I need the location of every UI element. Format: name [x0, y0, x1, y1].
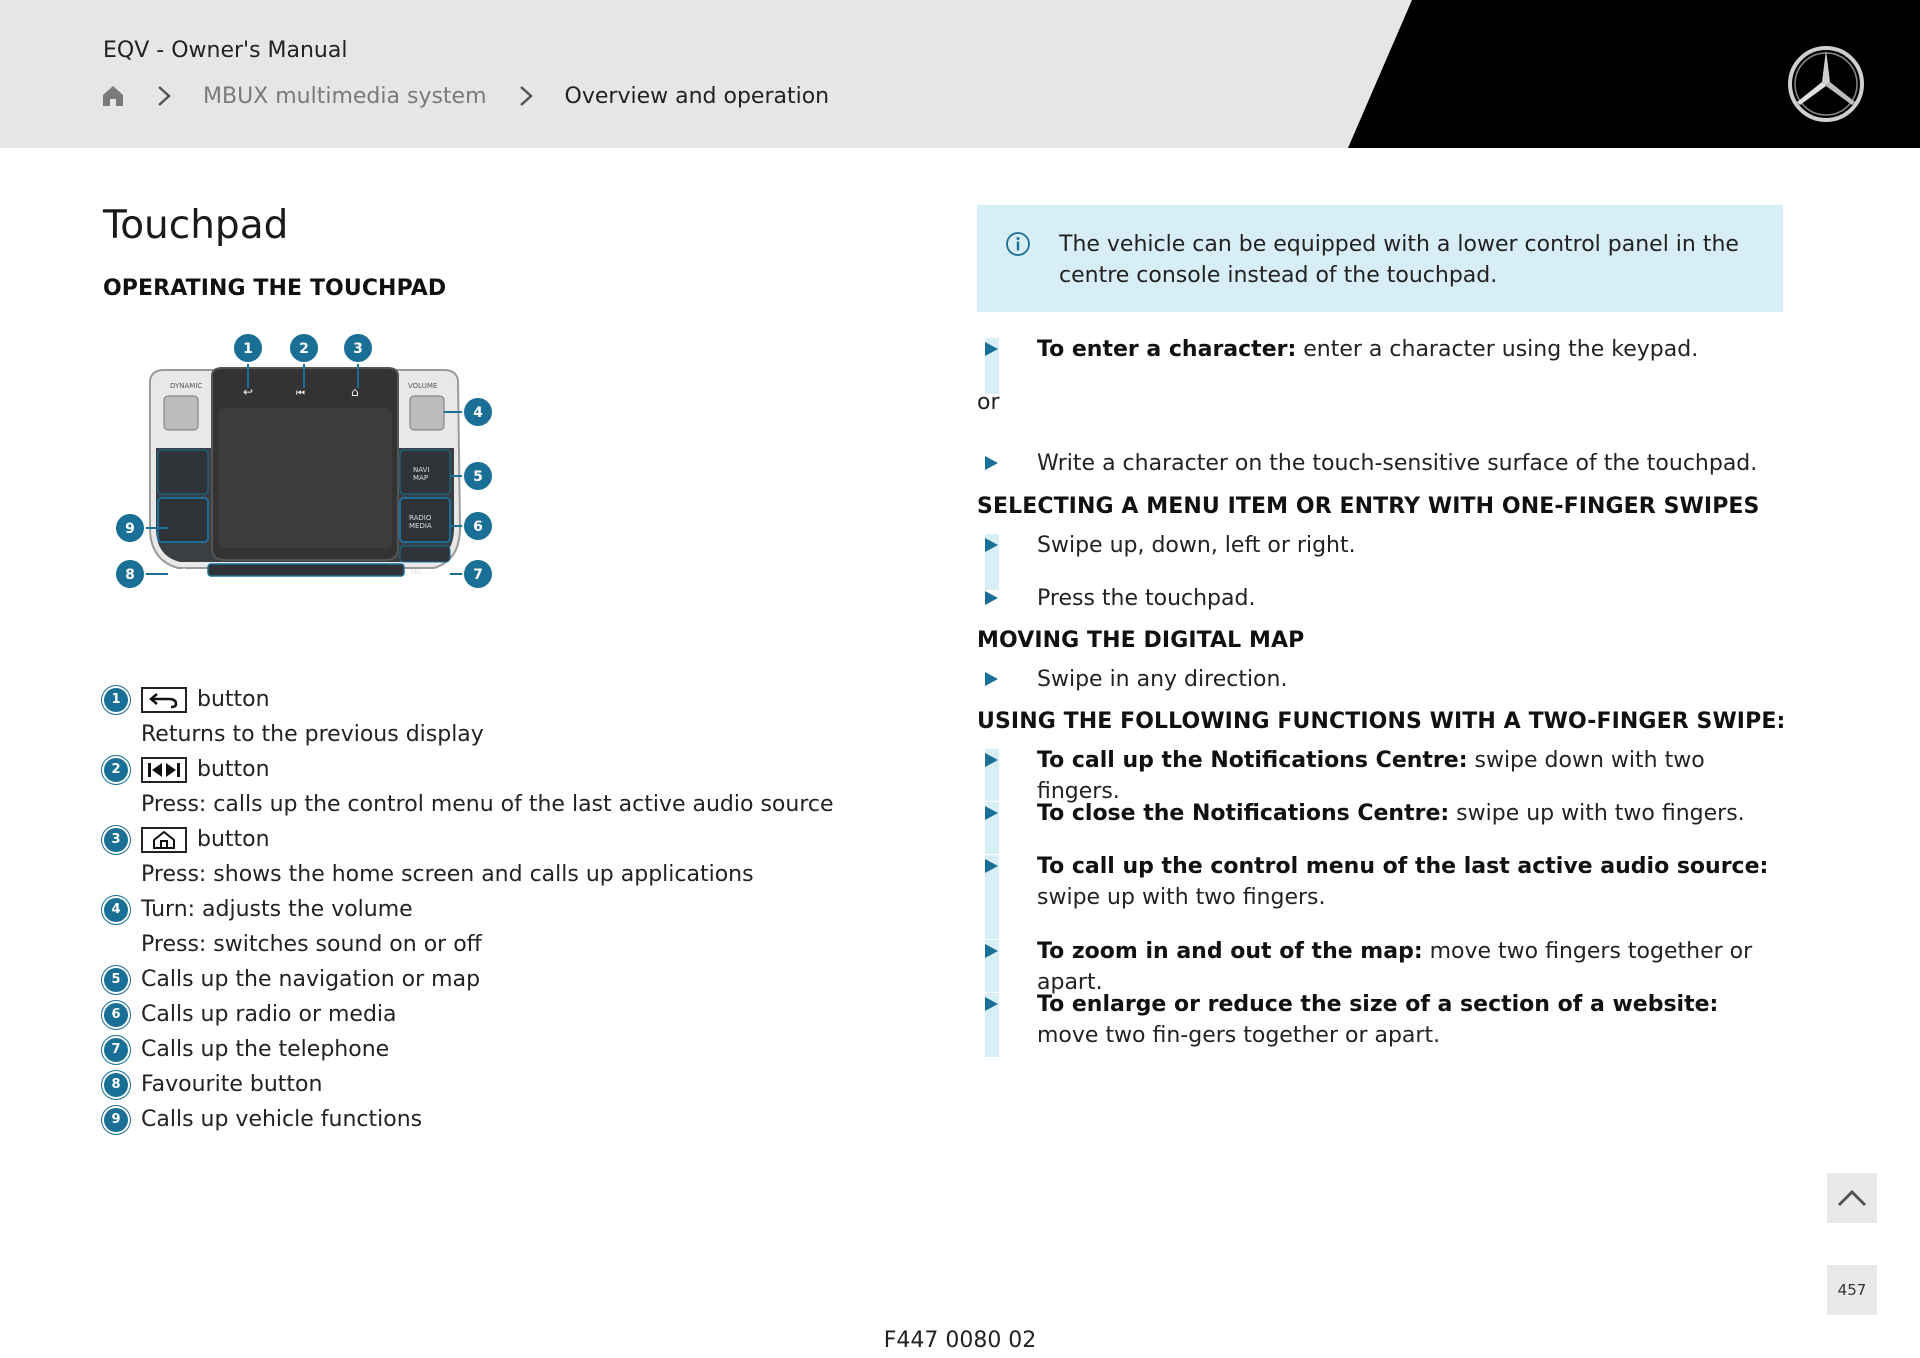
home-icon[interactable] [101, 84, 125, 108]
num-bullet: 5 [104, 968, 128, 992]
arrow-right-icon [985, 753, 998, 767]
section-title-operating: OPERATING THE TOUCHPAD [103, 276, 447, 301]
step-two-finger-1: To call up the Notifications Centre: swipe down with two fingers. [977, 745, 1783, 807]
legend-item-4: 4 Turn: adjusts the volume [104, 892, 864, 927]
num-bullet: 7 [104, 1038, 128, 1062]
arrow-right-icon [985, 538, 998, 552]
legend-item-9: 9 Calls up vehicle functions [104, 1102, 864, 1137]
num-bullet: 6 [104, 1003, 128, 1027]
info-text: The vehicle can be equipped with a lower control panel in the centre console instead of the touchpad. [1059, 232, 1739, 288]
section-title-swipe: SELECTING A MENU ITEM OR ENTRY WITH ONE-FINGER SWIPES [977, 494, 1760, 519]
svg-text:TEL: TEL [410, 568, 423, 576]
header-black-corner [0, 0, 1920, 148]
num-bullet: 4 [104, 898, 128, 922]
svg-text:⏮: ⏮ [296, 388, 305, 399]
figure-caption: F447 0080 02 [883, 1328, 1037, 1353]
label-volume: VOLUME [408, 382, 438, 390]
step-enter-character: To enter a character: enter a character using the keypad. [977, 334, 1783, 365]
mercedes-star-logo [1786, 44, 1866, 124]
manual-title: EQV - Owner's Manual [103, 38, 348, 63]
home-icon [141, 827, 187, 853]
legend-item-7: 7 Calls up the telephone [104, 1032, 864, 1067]
legend-sub-2: Press: calls up the control menu of the last active audio source [141, 792, 834, 817]
header [0, 0, 1920, 148]
chevron-right-icon [517, 85, 535, 107]
legend-item-3: 3 button [104, 822, 864, 857]
page-number: 457 [1837, 1281, 1867, 1299]
legend-list [104, 682, 864, 1137]
legend-sub-3: Press: shows the home screen and calls up applications [141, 862, 754, 887]
callout-4: 4 [473, 405, 483, 421]
arrow-right-icon [985, 944, 998, 958]
or-text: or [977, 390, 1000, 415]
legend-sub-1: Returns to the previous display [141, 722, 484, 747]
section-title-map: MOVING THE DIGITAL MAP [977, 628, 1305, 653]
legend-item-1: 1 button [104, 682, 864, 717]
arrow-right-icon [985, 806, 998, 820]
num-bullet: 2 [104, 758, 128, 782]
breadcrumb-link-mbux[interactable]: MBUX multimedia system [203, 83, 487, 109]
callout-1: 1 [243, 341, 253, 357]
touchpad-illustration [108, 328, 500, 628]
chevron-right-icon [155, 85, 173, 107]
legend-sub-4: Press: switches sound on or off [141, 932, 482, 957]
num-bullet: 9 [104, 1108, 128, 1132]
legend-item-6: 6 Calls up radio or media [104, 997, 864, 1032]
num-bullet: 8 [104, 1073, 128, 1097]
callout-9: 9 [125, 521, 135, 537]
callout-2: 2 [299, 341, 309, 357]
arrow-right-icon [985, 456, 998, 470]
info-box [977, 205, 1783, 312]
skip-icon [141, 757, 187, 783]
breadcrumb-current: Overview and operation [564, 83, 830, 109]
step-two-finger-3: To call up the control menu of the last active audio source: swipe up with two fingers. [977, 851, 1783, 913]
page-number-button[interactable] [1827, 1265, 1877, 1315]
svg-text:★: ★ [176, 564, 193, 585]
arrow-right-icon [985, 859, 998, 873]
step-write-character: Write a character on the touch-sensitive surface of the touchpad. [977, 448, 1783, 479]
chevron-up-icon [1836, 1188, 1868, 1208]
legend-item-2: 2 button [104, 752, 864, 787]
step-two-finger-2: To close the Notifications Centre: swipe up with two fingers. [977, 798, 1783, 829]
svg-text:NAVI: NAVI [413, 466, 430, 474]
breadcrumb [101, 80, 829, 112]
section-title-two-finger: USING THE FOLLOWING FUNCTIONS WITH A TWO-FINGER SWIPE: [977, 709, 1786, 734]
callout-6: 6 [473, 519, 483, 535]
svg-text:⌂: ⌂ [351, 385, 359, 399]
callout-3: 3 [353, 341, 363, 357]
callout-8: 8 [125, 567, 135, 583]
svg-text:↩: ↩ [243, 385, 254, 399]
legend-item-8: 8 Favourite button [104, 1067, 864, 1102]
callout-5: 5 [473, 469, 483, 485]
step-swipe-map: Swipe in any direction. [977, 664, 1783, 695]
info-icon [1005, 231, 1031, 257]
svg-text:MAP: MAP [413, 474, 429, 482]
arrow-right-icon [985, 591, 998, 605]
callout-7: 7 [473, 567, 483, 583]
svg-text:MEDIA: MEDIA [409, 522, 432, 530]
num-bullet: 3 [104, 828, 128, 852]
legend-item-5: 5 Calls up the navigation or map [104, 962, 864, 997]
page-title: Touchpad [103, 203, 289, 248]
scroll-up-button[interactable] [1827, 1173, 1877, 1223]
label-dynamic: DYNAMIC [170, 382, 203, 390]
step-two-finger-4: To zoom in and out of the map: move two fingers together or apart. [977, 936, 1783, 998]
svg-text:RADIO: RADIO [409, 514, 432, 522]
arrow-right-icon [985, 342, 998, 356]
back-icon [141, 687, 187, 713]
step-two-finger-5: To enlarge or reduce the size of a section of a website: move two fin-gers together or apart. [977, 989, 1783, 1051]
arrow-right-icon [985, 997, 998, 1011]
step-swipe: Swipe up, down, left or right. [977, 530, 1783, 561]
step-press: Press the touchpad. [977, 583, 1783, 614]
num-bullet: 1 [104, 688, 128, 712]
arrow-right-icon [985, 672, 998, 686]
